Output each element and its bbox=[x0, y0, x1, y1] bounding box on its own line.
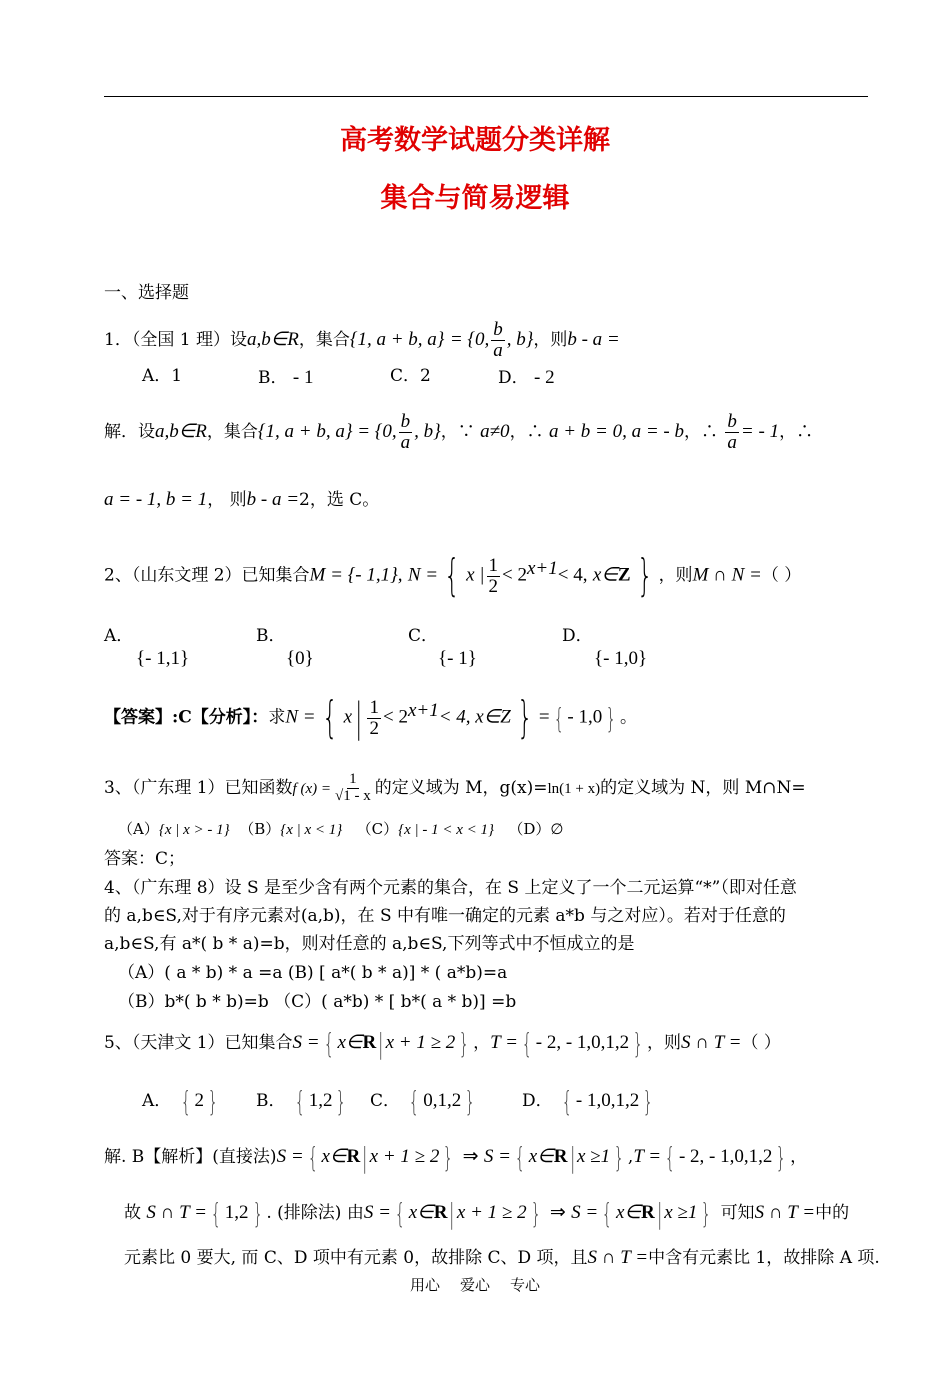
q2-option-b: B． {0} bbox=[256, 626, 314, 670]
q1-option-b: B． - 1 bbox=[258, 367, 314, 388]
left-brace-icon: { bbox=[553, 701, 564, 735]
page-footer: 用心 爱心 专心 bbox=[409, 1276, 541, 1294]
q1-option-a: A．1 bbox=[142, 366, 183, 386]
question-3: 3、（广东理 1）已知函数f (x) = $\frac{1}{√1 - x}$ 的定义域为 M，g(x)=ln(1 + x)的定义域为 N，则 M∩N= bbox=[104, 771, 806, 804]
question-4-line-1: 4、（广东理 8）设 S 是至少含有两个元素的集合，在 S 上定义了一个二元运算“*”（即对任意 bbox=[104, 878, 797, 898]
answer-3: 答案：C； bbox=[104, 849, 186, 869]
fraction: $\frac{b}{a}$ bbox=[727, 411, 737, 453]
q1-option-c: C．2 bbox=[390, 366, 431, 386]
answer-2: 【答案】:C【分析】：求N = { x| $\frac{1}{2}$ < $2^{x+1}< 4$, x∈Z } = { - 1,0 } 。 bbox=[104, 692, 638, 743]
q5-option-b: B． { 1,2 } bbox=[256, 1085, 347, 1118]
right-brace-icon: } bbox=[517, 692, 533, 743]
fraction: $\frac{1}{2}$ bbox=[488, 554, 499, 597]
solution-1-line-1: 解．设a,b∈R，集合{1, a + b, a} = {0, $\frac{b}{a}$ , b}，∵ a≠0，∴ a + b = 0, a = - b，∴ $\frac{b}{a}$ = - 1，∴ bbox=[104, 411, 814, 453]
question-4-line-3: a,b∈S,有 a*( b * a)=b，则对任意的 a,b∈S,下列等式中不恒成立的是 bbox=[104, 934, 635, 954]
q3-options: （A）{x | x > - 1} （B）{x | x < 1} （C）{x | - 1 < x < 1} （D）∅ bbox=[118, 820, 564, 838]
question-4-line-2: 的 a,b∈S,对于有序元素对(a,b)，在 S 中有唯一确定的元素 a*b 与之对应）。若对于任意的 bbox=[104, 906, 786, 926]
fraction: $\frac{1}{√1 - x}$ bbox=[334, 771, 371, 804]
right-brace-icon: } bbox=[632, 1027, 644, 1060]
right-brace-icon: } bbox=[458, 1027, 470, 1060]
right-brace-icon: } bbox=[605, 701, 617, 735]
fraction: $\frac{b}{a}$ bbox=[400, 411, 411, 453]
fraction: $\frac{b}{a}$ bbox=[493, 319, 503, 361]
question-1: 1．（全国 1 理）设a,b∈R，集合{1, a + b, a} = {0, $\frac{b}{a}$ , b}，则b - a = bbox=[104, 319, 620, 361]
solution-5-line-1: 解. B【解析】(直接法)S = { x∈R|x + 1 ≥ 2 } ⇒ S = { x∈R|x ≥1 } ,T = { - 2, - 1,0,1,2 } ， bbox=[104, 1141, 808, 1174]
left-brace-icon: { bbox=[521, 1027, 533, 1060]
left-brace-icon: { bbox=[323, 1027, 334, 1060]
question-4-line-5: （B）b*( b * b)=b （C）( a*b) * [ b*( a * b)] =b bbox=[118, 992, 517, 1012]
q2-option-d: D． {- 1,0} bbox=[562, 626, 648, 670]
right-brace-icon: } bbox=[636, 550, 653, 601]
solution-1-line-2: a = - 1, b = 1， 则b - a =2，选 C。 bbox=[104, 489, 380, 510]
left-brace-icon: { bbox=[444, 550, 460, 601]
q2-option-c: C． {- 1} bbox=[408, 626, 477, 670]
document-title: 高考数学试题分类详解 bbox=[340, 125, 610, 156]
fraction: $\frac{1}{2}$ bbox=[369, 696, 379, 739]
question-2: 2、（山东文理 2）已知集合M = {- 1,1}, N = { x | $\frac{1}{2}$ < $2^{x+1}< 4$, x∈Z } ，则M ∩ N =（ ） bbox=[104, 550, 802, 601]
emphasis-mark: 不 bbox=[532, 934, 550, 954]
q1-option-d: D． - 2 bbox=[498, 367, 555, 388]
question-4-line-4: （A）( a * b) * a =a (B) [ a*( b * a)] * ( a*b)=a bbox=[118, 963, 508, 983]
section-heading: 一、选择题 bbox=[104, 283, 189, 303]
bar-icon: | bbox=[378, 1027, 384, 1060]
question-5: 5、（天津文 1）已知集合S = { x∈R|x + 1 ≥ 2 } ，T = { - 2, - 1,0,1,2 } ，则S ∩ T =（ ） bbox=[104, 1027, 781, 1060]
q2-option-a: A． {- 1,1} bbox=[104, 626, 190, 670]
q5-option-d: D． { - 1,0,1,2 } bbox=[522, 1085, 654, 1118]
bar-icon: | bbox=[355, 695, 363, 741]
q5-option-c: C． { 0,1,2 } bbox=[370, 1085, 476, 1118]
document-subtitle: 集合与简易逻辑 bbox=[380, 183, 570, 214]
solution-5-line-3: 元素比 0 要大, 而 C、D 项中有元素 0，故排除 C、D 项，且S ∩ T =中含有元素比 1，故排除 A 项. bbox=[124, 1247, 880, 1268]
left-brace-icon: { bbox=[321, 692, 338, 743]
top-rule bbox=[104, 96, 868, 97]
solution-5-line-2: 故 S ∩ T = { 1,2 } . (排除法) 由S = { x∈R|x + 1 ≥ 2 } ⇒ S = { x∈R|x ≥1 } 可知S ∩ T =中的 bbox=[124, 1197, 850, 1230]
q5-option-a: A． { 2 } bbox=[142, 1085, 219, 1118]
